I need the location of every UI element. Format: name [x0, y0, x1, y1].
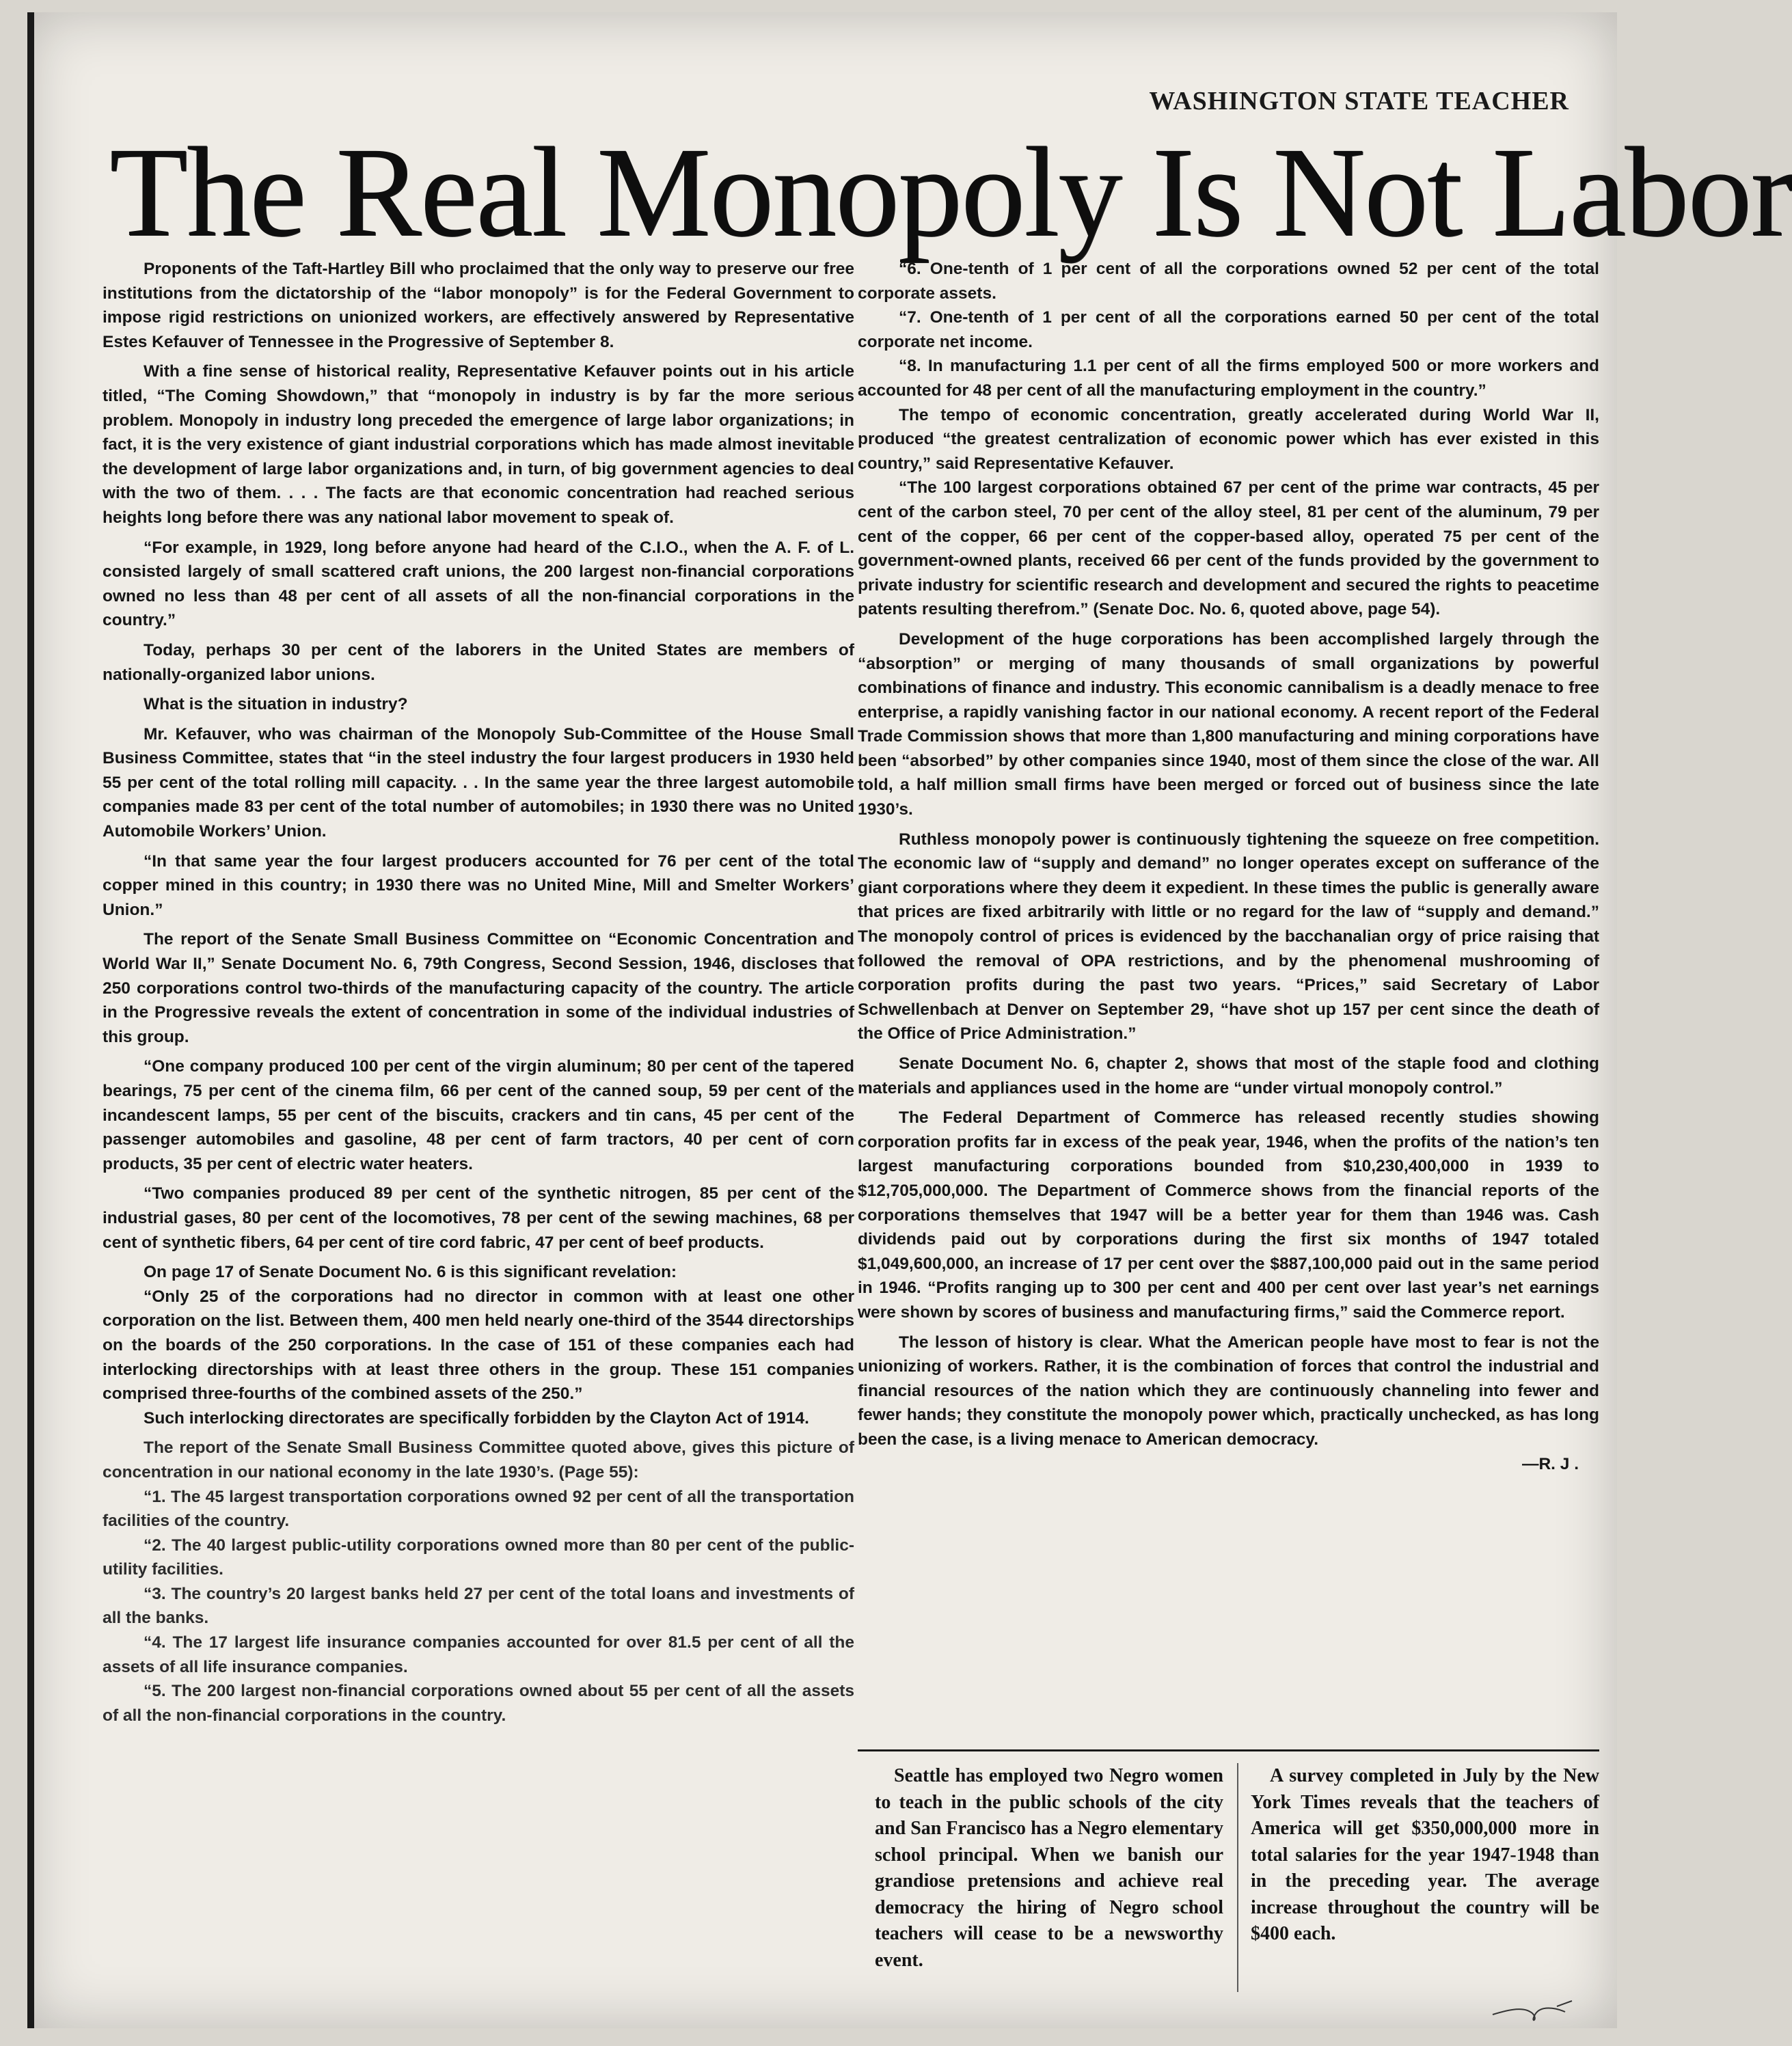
list-item: “8. In manufacturing 1.1 per cent of all the firms employed 500 or more workers and accounted for 48 per cent of all the manufacturing employment in the country.”: [858, 357, 1599, 400]
section-divider: [858, 1749, 1599, 1751]
list-item: “3. The country’s 20 largest banks held 27 per cent of the total loans and investments of all the banks.: [103, 1584, 854, 1628]
paragraph: The tempo of economic concentration, greatly accelerated during World War II, produced “the greatest centralization of economic power which has ever existed in this country,” said Representative Kefauver.: [858, 405, 1599, 473]
paragraph: Such interlocking directorates are specifically forbidden by the Clayton Act of 1914.: [144, 1408, 809, 1428]
list-item: “2. The 40 largest public-utility corporations owned more than 80 per cent of the public-utility facilities.: [103, 1536, 854, 1579]
paragraph: The lesson of history is clear. What the American people have most to fear is not the unionizing of workers. Rather, it is the combination of forces that control the industrial and financial resources of the nation which they are continuously channeling into fewer and fewer hands; they constitute the monopoly power which, practically unchecked, as has long been the case, is a living menace to American democracy.: [858, 1333, 1599, 1449]
paragraph: The Federal Department of Commerce has released recently studies showing corporation profits far in excess of the peak year, 1946, when the profits of the nation’s ten largest manufacturing corporations bounded from $10,230,400,000 in 1939 to $12,705,000,000. The Department of Commerce shows from the financial reports of the corporations themselves that 1947 will be a better year for them than 1946 was. Cash dividends paid out by corporations during the first six months of 1947 totaled $1,049,600,000, an increase of 17 per cent over the $887,100,000 paid out in the same period in 1946. “Profits ranging up to 300 per cent and 400 per cent over last year’s net earnings were shown by scores of business and manufacturing firms,” said the Commerce report.: [858, 1108, 1599, 1322]
paragraph: Seattle has employed two Negro women to teach in the public schools of the city and San Francisco has a Negro elementary school principal. When we banish our grandiose pretensions and achieve real democracy the hiring of Negro school teachers will cease to be a newsworthy event.: [875, 1765, 1223, 1971]
paragraph: Ruthless monopoly power is continuously tightening the squeeze on free competition. The economic law of “supply and demand” no longer operates except on sufferance of the giant corporations where they deem it expedient. In these times the public is generally aware that prices are fixed arbitrarily with little or no regard for the law of “supply and demand.” The monopoly control of prices is evidenced by the bacchanalian orgy of price raising that followed the removal of OPA restrictions, and by the phenomenal mushrooming of corporation profits during the past two years. “Prices,” said Secretary of Labor Schwellenbach at Denver on September 29, “have shot up 157 per cent since the death of the Office of Price Administration.”: [858, 830, 1599, 1044]
headline: The Real Monopoly Is Not Labor: [109, 120, 1792, 263]
list-item: “4. The 17 largest life insurance companies accounted for over 81.5 per cent of all the assets of all life insurance companies.: [103, 1633, 854, 1676]
list-item: “5. The 200 largest non-financial corporations owned about 55 per cent of all the assets of all the non-financial corporations in the country.: [103, 1682, 854, 1725]
newspaper-page: [27, 12, 1792, 2028]
paragraph: Senate Document No. 6, chapter 2, shows that most of the staple food and clothing materials and appliances used in the home are “under virtual monopoly control.”: [858, 1054, 1599, 1097]
paragraph: What is the situation in industry?: [144, 695, 408, 714]
paragraph: The report of the Senate Small Business Committee on “Economic Concentration and World War II,” Senate Document No. 6, 79th Congress, Second Session, 1946, discloses that 250 corporations control two-thirds of the manufacturing capacity of the country. The article in the Progressive reveals the extent of concentration in some of the individual industries of this group.: [103, 930, 854, 1046]
paragraph: On page 17 of Senate Document No. 6 is this significant revelation:: [144, 1263, 677, 1282]
column-divider: [1237, 1763, 1238, 1992]
pen-mark-icon: [1490, 1994, 1586, 2028]
article-column-right: [858, 257, 1599, 1476]
paragraph: “Only 25 of the corporations had no director in common with at least one other corporation on the list. Between them, 400 men held nearly one-third of the 3544 directorships on the boards of the 250 corporations. In the case of 151 of these companies each had interlocking directorships with at least three others in the group. These 151 companies comprised three-fourths of the combined assets of the 250.”: [103, 1287, 854, 1404]
news-brief-seattle: [875, 1763, 1223, 1974]
author-signoff: —R. J .: [1521, 1454, 1579, 1473]
paragraph: Mr. Kefauver, who was chairman of the Monopoly Sub-Committee of the House Small Business Committee, states that “in the steel industry the four largest producers in 1930 held 55 per cent of the total rolling mill capacity. . . In the same year the three largest automobile companies made 83 per cent of the total number of automobiles; in 1930 there was no United Automobile Workers’ Union.: [103, 724, 854, 841]
paragraph: Development of the huge corporations has been accomplished largely through the “absorption” or merging of many thousands of small organizations by powerful combinations of finance and industry. This economic cannibalism is a deadly menace to free enterprise, a rapidly vanishing factor in our national economy. A recent report of the Federal Trade Commission shows that more than 1,800 manufacturing and mining corporations have been “absorbed” by other companies since 1940, most of them since the close of the war. All told, a half million small firms have been merged or forced out of business since the late 1930’s.: [858, 629, 1599, 819]
list-item: “1. The 45 largest transportation corporations owned 92 per cent of all the transportation facilities of the country.: [103, 1487, 854, 1531]
paragraph: With a fine sense of historical reality, Representative Kefauver points out in his article titled, “The Coming Showdown,” that “monopoly in industry is by far the more serious problem. Monopoly in industry long preceded the emergence of large labor organizations; in fact, it is the very existence of giant industrial corporations which has made almost inevitable the development of large labor organizations and, in turn, of big government agencies to deal with the two of them. . . . The facts are that economic concentration had reached serious heights long before there was any national labor movement to speak of.: [103, 362, 854, 527]
paragraph: “In that same year the four largest producers accounted for 76 per cent of the total copper mined in this country; in 1930 there was no United Mine, Mill and Smelter Workers’ Union.”: [103, 851, 854, 919]
paragraph: The report of the Senate Small Business Committee quoted above, gives this picture of concentration in our national economy in the late 1930’s. (Page 55):: [103, 1438, 854, 1482]
list-item: “7. One-tenth of 1 per cent of all the corporations earned 50 per cent of the total corporate net income.: [858, 308, 1599, 351]
paragraph: Today, perhaps 30 per cent of the laborers in the United States are members of nationally-organized labor unions.: [103, 640, 854, 684]
paragraph: Proponents of the Taft-Hartley Bill who proclaimed that the only way to preserve our free institutions from the dictatorship of the “labor monopoly” is for the Federal Government to impose rigid restrictions on unionized workers, are effectively answered by Representative Estes Kefauver of Tennessee in the Progressive of September 8.: [103, 260, 854, 351]
paragraph: A survey completed in July by the New York Times reveals that the teachers of America will get $350,000,000 more in total salaries for the year 1947-1948 than in the preceding year. The average increase throughout the country will be $400 each.: [1251, 1765, 1599, 1944]
article-column-left: [103, 257, 854, 1728]
masthead: WASHINGTON STATE TEACHER: [1149, 87, 1569, 115]
list-item: “6. One-tenth of 1 per cent of all the corporations owned 52 per cent of the total corporate assets.: [858, 260, 1599, 303]
paragraph: “One company produced 100 per cent of the virgin aluminum; 80 per cent of the tapered bearings, 75 per cent of the cinema film, 66 per cent of the canned soup, 59 per cent of the incandescent lamps, 55 per cent of the biscuits, crackers and tin cans, 45 per cent of the passenger automobiles and gasoline, 48 per cent of farm tractors, 40 per cent of corn products, 35 per cent of electric water heaters.: [103, 1057, 854, 1173]
paragraph: “For example, in 1929, long before anyone had heard of the C.I.O., when the A. F. of L. consisted largely of small scattered craft unions, the 200 largest non-financial corporations owned no less than 48 per cent of all assets of all the non-financial corporations in the country.”: [103, 538, 854, 630]
news-brief-salaries: [1251, 1763, 1599, 1948]
paragraph: “The 100 largest corporations obtained 67 per cent of the prime war contracts, 45 per cent of the carbon steel, 70 per cent of the alloy steel, 81 per cent of the aluminum, 79 per cent of the copper, 66 per cent of the copper-based alloy, operated 75 per cent of the government-owned plants, received 66 per cent of the funds provided by the government to private industry for scientific research and development and secured the rights to peacetime patents resulting therefrom.” (Senate Doc. No. 6, quoted above, page 54).: [858, 478, 1599, 619]
paragraph: “Two companies produced 89 per cent of the synthetic nitrogen, 85 per cent of the industrial gases, 80 per cent of the locomotives, 78 per cent of the sewing machines, 68 per cent of synthetic fibers, 64 per cent of tire cord fabric, 47 per cent of beef products.: [103, 1184, 854, 1252]
